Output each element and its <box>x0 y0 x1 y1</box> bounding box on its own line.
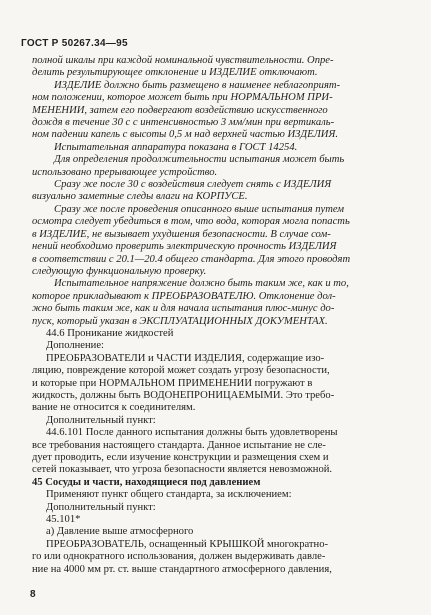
text-line: Для определения продолжительности испытания может быть <box>54 154 345 166</box>
text-line: осмотра следует убедиться в том, что вода, которая могла попасть <box>32 216 350 228</box>
text-line: 45.101* <box>46 514 81 526</box>
document-body <box>32 55 412 576</box>
text-line: дует проводить, если изучение конструкции и размещения схем и <box>32 452 329 463</box>
text-line: Сразу же после 30 с воздействия следует снять с ИЗДЕЛИЯ <box>54 179 332 191</box>
page-number: 8 <box>30 589 36 600</box>
text-line: использовано прерывающее устройство. <box>32 166 218 178</box>
text-line: ПРЕОБРАЗОВАТЕЛЬ, оснащенный КРЫШКОЙ многократно- <box>46 538 329 550</box>
text-line: визуально заметные следы влаги на КОРПУСЕ. <box>32 191 248 203</box>
text-line: ИЗДЕЛИЕ должно быть размещено в наименее неблагоприят- <box>54 79 341 91</box>
text-line: ние на 4000 мм рт. ст. выше стандартного атмосферного давления, <box>32 563 332 575</box>
text-line: вание не относится к соединителям. <box>32 402 196 414</box>
text-line: ном положении, которое может быть при НОРМАЛЬНОМ ПРИ- <box>32 92 333 104</box>
text-line: полной шкалы при каждой номинальной чувствительности. Опре- <box>32 55 334 66</box>
text-line: которое прикладывают к ПРЕОБРАЗОВАТЕЛЮ. Отклонение дол- <box>32 290 336 302</box>
text-line: Применяют пункт общего стандарта, за исключением: <box>46 489 292 501</box>
text-line: сетей показывает, что угроза безопасности является невозможной. <box>32 464 333 476</box>
text-line: Сразу же после проведения описанного выше испытания путем <box>54 203 345 215</box>
text-line: Дополнительный пункт: <box>46 501 156 513</box>
text-line: жно быть таким же, как и для начала испытания плюс-минус до- <box>32 303 335 315</box>
text-line: все требования настоящего стандарта. Данное испытание не сле- <box>32 439 326 451</box>
text-line: 44.6.101 После данного испытания должны быть удовлетворены <box>46 427 338 439</box>
text-line: дождя в течение 30 с с интенсивностью 3 мм/мин при вертикаль- <box>32 117 335 129</box>
text-line: Испытательное напряжение должно быть таким же, как и то, <box>54 278 349 290</box>
text-line: 45 Сосуды и части, находящиеся под давлением <box>32 476 261 488</box>
text-line: в соответствии с 20.1—20.4 общего стандарта. Для этого проводят <box>32 253 351 265</box>
text-line: а) Давление выше атмосферного <box>46 526 194 538</box>
text-line: ляцию, повреждение которой может создать угрозу безопасности, <box>32 365 330 377</box>
text-line: МЕНЕНИИ, затем его подвергают воздействию искусственного <box>32 104 328 116</box>
text-line: ном падении капель с высоты 0,5 м над верхней частью ИЗДЕЛИЯ. <box>32 129 339 141</box>
text-line: Испытательная аппаратура показана в ГОСТ 14254. <box>54 141 298 153</box>
text-line: жидкость, должны быть ВОДОНЕПРОНИЦАЕМЫМИ. Это требо- <box>32 389 335 401</box>
text-line: Дополнительный пункт: <box>46 414 156 426</box>
text-line: следующую функциональную проверку. <box>32 265 207 277</box>
text-line: в ИЗДЕЛИЕ, не вызывает ухудшения безопасности. В случае сом- <box>32 228 331 240</box>
text-line: делить результирующее отклонение и ИЗДЕЛИЕ отключают. <box>32 67 318 79</box>
text-line: нений необходимо проверить электрическую прочность ИЗДЕЛИЯ <box>32 241 337 253</box>
text-line: ПРЕОБРАЗОВАТЕЛИ и ЧАСТИ ИЗДЕЛИЯ, содержащие изо- <box>46 352 325 364</box>
text-line: го или однократного использования, должен выдерживать давле- <box>32 551 326 563</box>
running-header: ГОСТ Р 50267.34—95 <box>21 38 128 49</box>
text-line: Дополнение: <box>46 340 104 352</box>
text-line: и которые при НОРМАЛЬНОМ ПРИМЕНЕНИИ погружают в <box>32 377 313 389</box>
text-line: 44.6 Проникание жидкостей <box>46 327 174 339</box>
text-line: пуск, который указан в ЭКСПЛУАТАЦИОННЫХ ДОКУМЕНТАХ. <box>32 315 328 327</box>
